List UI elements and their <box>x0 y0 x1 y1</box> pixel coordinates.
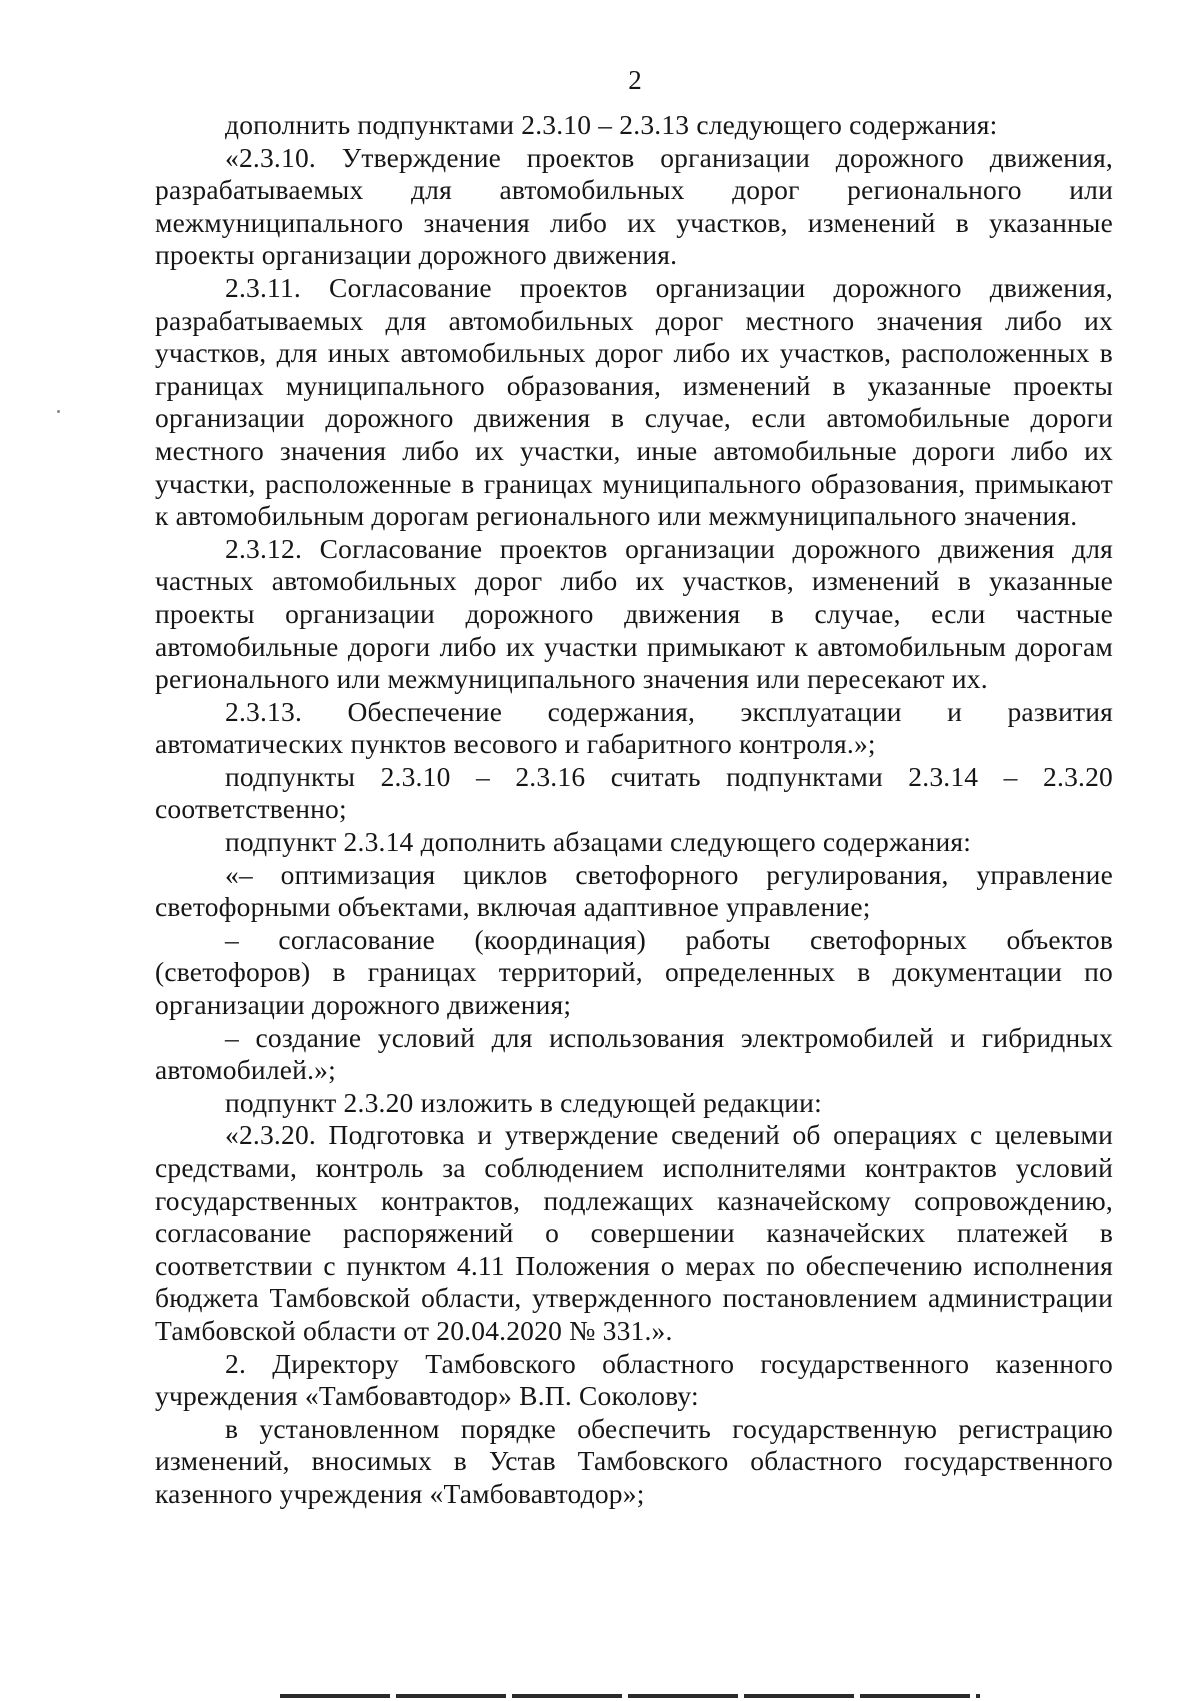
paragraph: 2.3.11. Согласование проектов организации дорожного движения, разрабатываемых для автомобильных дорог местного значения либо их участков, для иных автомобильных дорог либо их участков, расположенных в границах муниципального образования, изменений в указанные проекты организации дорожного движения в случае, если автомобильные дороги местного значения либо их участки, иные автомобильные дороги либо их участки, расположенные в границах муниципального образования, примыкают к автомобильным дорогам регионального или межмуниципального значения. <box>155 271 1113 532</box>
scan-speck <box>57 410 60 413</box>
paragraph: дополнить подпунктами 2.3.10 – 2.3.13 следующего содержания: <box>225 109 998 140</box>
paragraph: подпункт 2.3.14 дополнить абзацами следующего содержания: <box>225 826 972 858</box>
paragraph: «2.3.10. Утверждение проектов организации дорожного движения, разрабатываемых для автомобильных дорог регионального или межмуниципального значения либо их участков, изменений в указанные проекты организации дорожного движения. <box>155 141 1113 271</box>
footer-rule <box>280 1694 980 1698</box>
paragraph: подпункты 2.3.10 – 2.3.16 считать подпунктами 2.3.14 – 2.3.20 соответственно; <box>155 760 1113 825</box>
document-body <box>155 109 1113 1511</box>
paragraph: – создание условий для использования электромобилей и гибридных автомобилей.»; <box>155 1021 1113 1086</box>
paragraph: «– оптимизация циклов светофорного регулирования, управление светофорными объектами, включая адаптивное управление; <box>155 858 1113 923</box>
paragraph: 2. Директору Тамбовского областного государственного казенного учреждения «Тамбовавтодор» В.П. Соколову: <box>155 1347 1113 1412</box>
paragraph: 2.3.13. Обеспечение содержания, эксплуатации и развития автоматических пунктов весового и габаритного контроля.»; <box>155 695 1113 760</box>
paragraph: подпункт 2.3.20 изложить в следующей редакции: <box>225 1086 822 1118</box>
paragraph: 2.3.12. Согласование проектов организации дорожного движения для частных автомобильных дорог либо их участков, изменений в указанные проекты организации дорожного движения в случае, если частные автомобильные дороги либо их участки примыкают к автомобильным дорогам регионального или межмуниципального значения или пересекают их. <box>155 532 1113 695</box>
paragraph: «2.3.20. Подготовка и утверждение сведений об операциях с целевыми средствами, контроль за соблюдением исполнителями контрактов условий государственных контрактов, подлежащих казначейскому сопровождению, согласование распоряжений о совершении казначейских платежей в соответствии с пунктом 4.11 Положения о мерах по обеспечению исполнения бюджета Тамбовской области, утвержденного постановлением администрации Тамбовской области от 20.04.2020 № 331.». <box>155 1119 1113 1346</box>
paragraph: в установленном порядке обеспечить государственную регистрацию изменений, вносимых в Устав Тамбовского областного государственного казенного учреждения «Тамбовавтодор»; <box>155 1412 1113 1509</box>
page-number: 2 <box>628 65 642 95</box>
paragraph: – согласование (координация) работы светофорных объектов (светофоров) в границах территорий, определенных в документации по организации дорожного движения; <box>155 923 1113 1021</box>
